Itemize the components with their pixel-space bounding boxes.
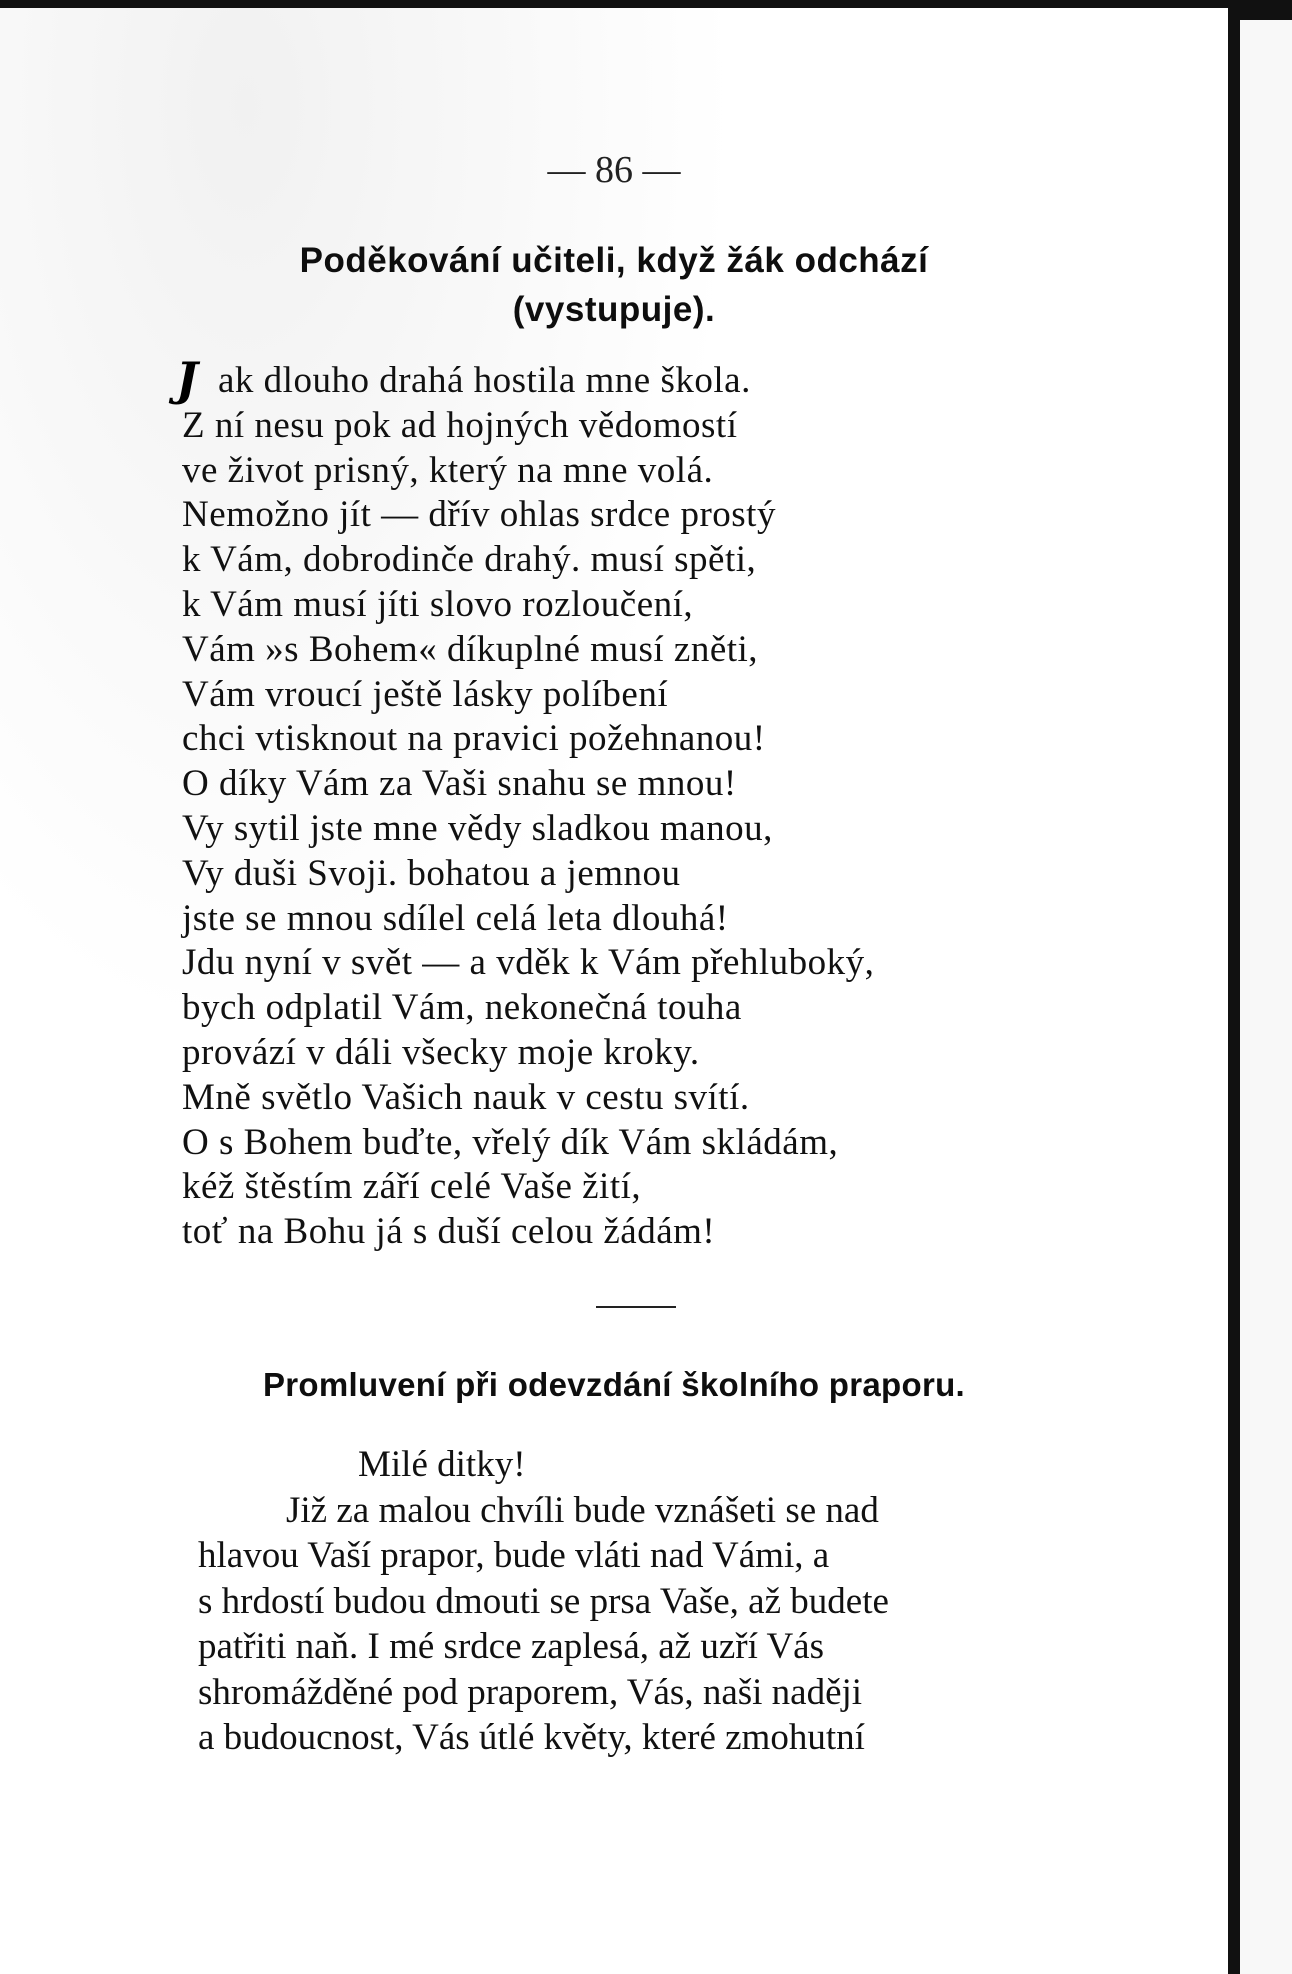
poem-line: Vy sytil jste mne vědy sladkou manou, [182,807,773,849]
prose-line: a budoucnost, Vás útlé květy, které zmohutní [198,1717,865,1758]
poem-line: kéž štěstím září celé Vaše žití, [182,1166,642,1208]
poem-line: toť na Bohu já s duší celou žádám! [182,1211,716,1253]
poem-line: Vám »s Bohem« díkuplné musí zněti, [182,628,759,670]
prose-line: hlavou Vaší prapor, bude vláti nad Vámi, a [198,1535,830,1576]
book-page [0,8,1228,1974]
poem-line: provází v dáli všecky moje kroky. [182,1031,700,1073]
poem-line: k Vám, dobrodinče drahý. musí spěti, [182,539,757,581]
poem-line: O s Bohem buďte, vřelý dík Vám skládám, [182,1121,839,1163]
poem-line: bych odplatil Vám, nekonečná touha [182,987,742,1029]
poem [182,359,874,1255]
adjacent-page-edge [1240,20,1292,1974]
section2-title: Promluvení při odevzdání školního praporu. [262,1366,966,1403]
poem-line: k Vám musí jíti slovo rozloučení, [182,583,694,625]
decorative-initial: J [176,352,198,406]
section1-title-line2: (vystupuje). [512,290,716,329]
poem-line: ak dlouho drahá hostila mne škola. [218,360,751,401]
poem-line: Jdu nyní v svět — a vděk k Vám přehluboký, [182,942,875,984]
poem-line: Z ní nesu pok ad hojných vědomostí [182,404,738,446]
section1-title-line1: Poděkování učiteli, když žák odchází [299,241,929,280]
page-number: — 86 — [547,149,681,191]
prose-line: shromážděné pod praporem, Vás, naši naději [198,1671,863,1713]
poem-line: Vy duši Svoji. bohatou a jemnou [182,852,681,894]
poem-line: ve život prisný, který na mne volá. [182,449,714,491]
poem-line: O díky Vám za Vaši snahu se mnou! [182,763,737,805]
poem-line: chci vtisknout na pravici požehnanou! [182,718,766,760]
poem-line: Mně světlo Vašich nauk v cestu svítí. [182,1076,750,1118]
poem-line: jste se mnou sdílel celá leta dlouhá! [182,897,729,939]
prose-line: s hrdostí budou dmouti se prsa Vaše, až budete [198,1580,889,1622]
poem-line: Nemožno jít — dřív ohlas srdce prostý [182,494,776,536]
greeting: Milé ditky! [358,1444,526,1485]
speech-text [198,1442,889,1761]
prose-line: Již za malou chvíli bude vznášeti se nad [286,1489,879,1531]
section-divider [596,1306,676,1308]
poem-line: Vám vroucí ještě lásky políbení [182,673,669,715]
prose-line: patřiti naň. I mé srdce zaplesá, až uzří Vás [198,1626,824,1667]
